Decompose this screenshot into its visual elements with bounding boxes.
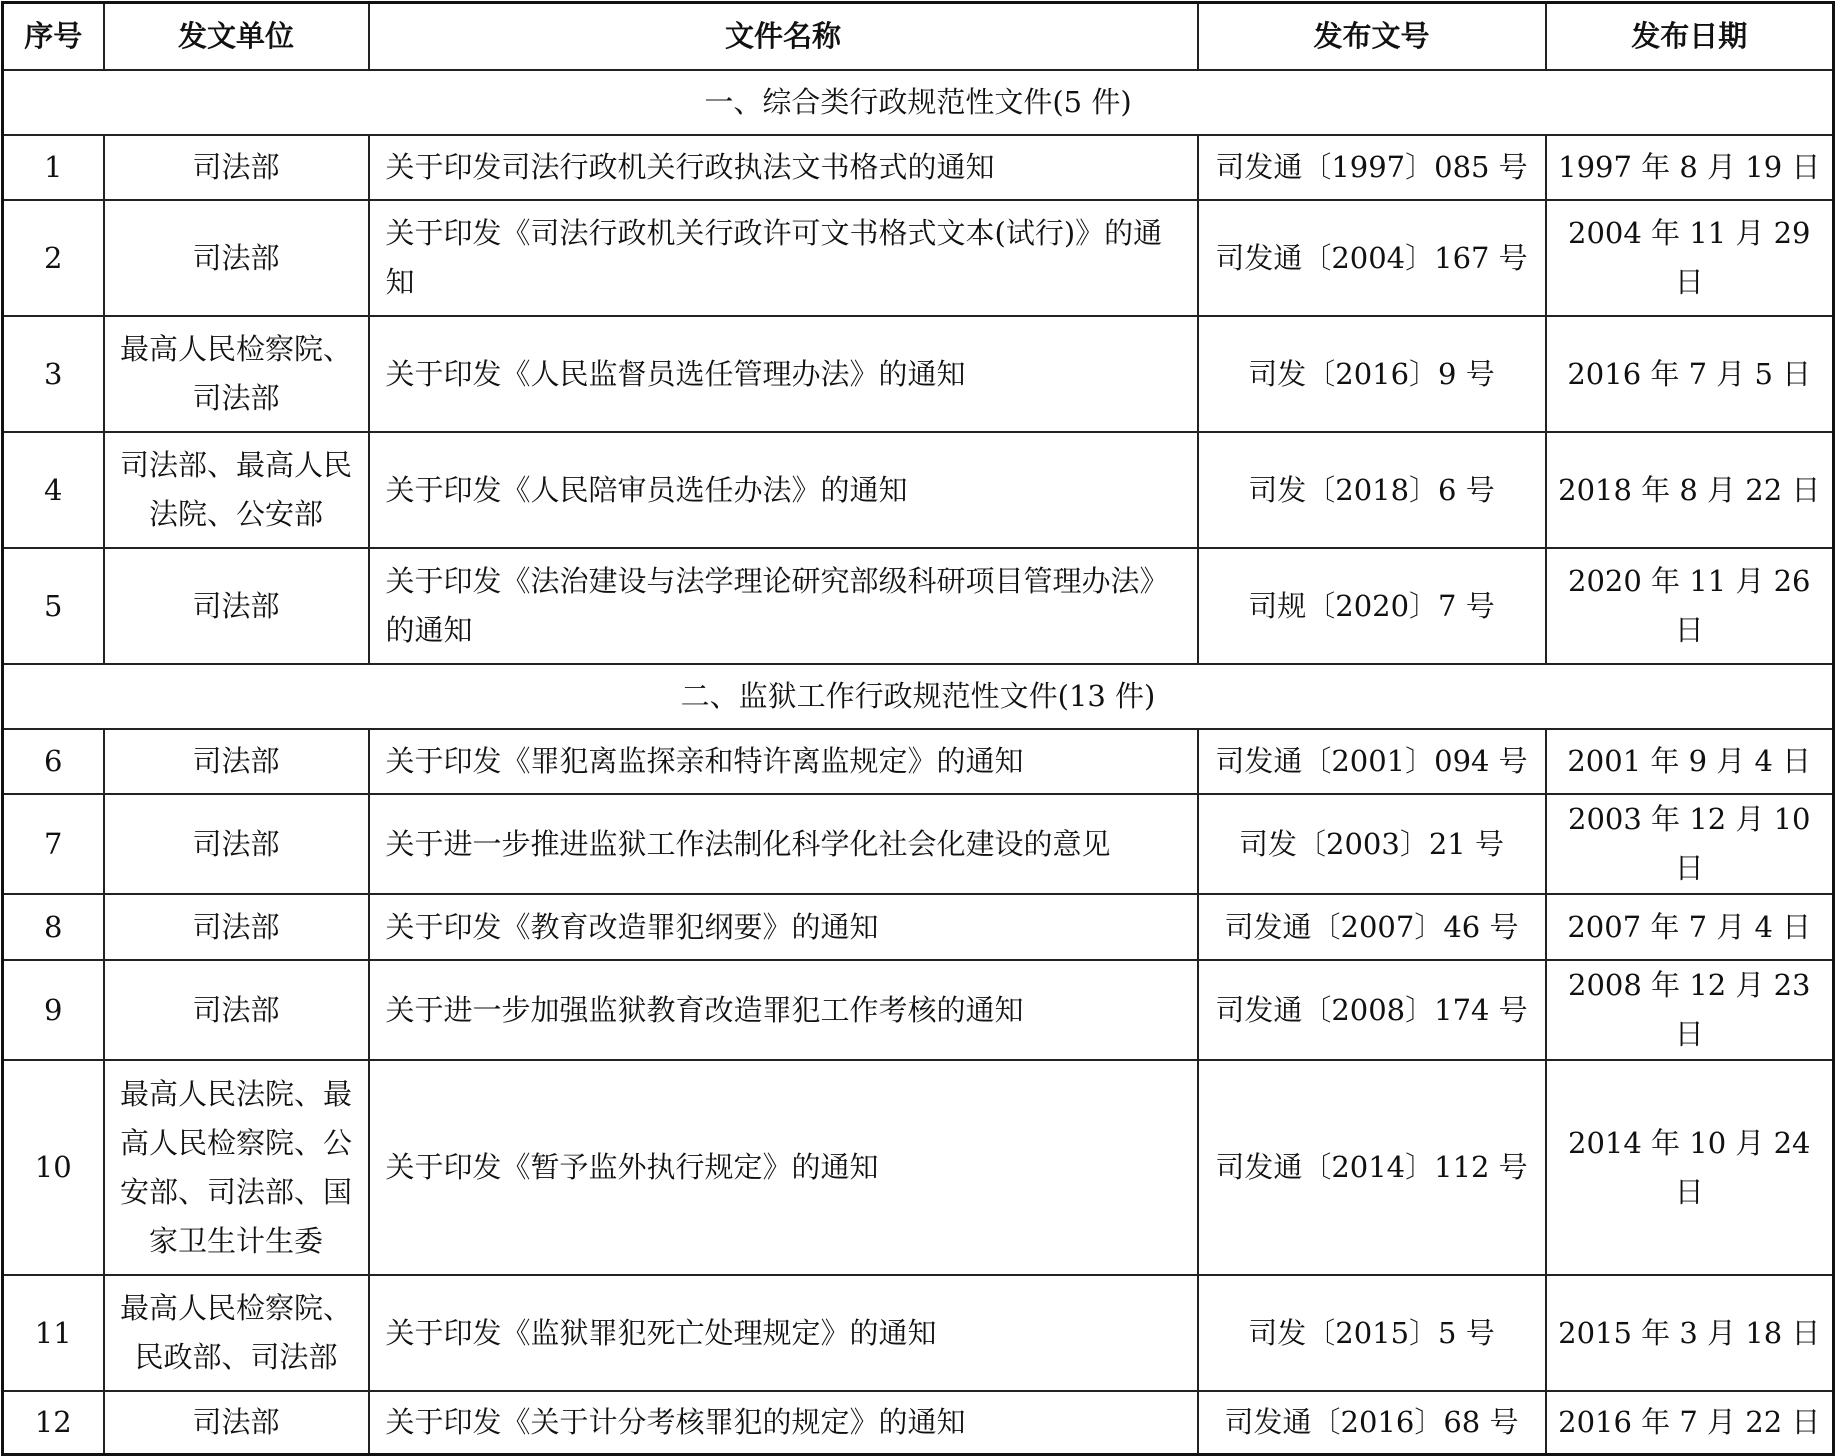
row-date: 2015 年 3 月 18 日: [1546, 1275, 1834, 1391]
section-title: 一、综合类行政规范性文件(5 件): [3, 70, 1834, 135]
document-page: [1, 1, 1835, 1456]
row-index: 12: [3, 1391, 104, 1454]
row-date: 2016 年 7 月 5 日: [1546, 316, 1834, 432]
row-doc-number: 司发〔2018〕6 号: [1198, 432, 1546, 548]
row-index: 7: [3, 794, 104, 894]
row-doc-name: 关于印发《监狱罪犯死亡处理规定》的通知: [369, 1275, 1198, 1391]
table-row: [3, 548, 1834, 664]
row-date: 2008 年 12 月 23 日: [1546, 960, 1834, 1060]
table-row: [3, 894, 1834, 960]
header-doc-number: 发布文号: [1198, 3, 1546, 71]
row-index: 8: [3, 894, 104, 960]
row-issuer: 司法部: [104, 729, 369, 794]
table-row: [3, 1060, 1834, 1275]
table-row: [3, 135, 1834, 200]
row-date: 2016 年 7 月 22 日: [1546, 1391, 1834, 1454]
row-date: 2004 年 11 月 29 日: [1546, 200, 1834, 316]
row-doc-number: 司发〔2003〕21 号: [1198, 794, 1546, 894]
row-doc-name: 关于印发《人民陪审员选任办法》的通知: [369, 432, 1198, 548]
row-date: 1997 年 8 月 19 日: [1546, 135, 1834, 200]
row-issuer: 司法部: [104, 794, 369, 894]
row-doc-number: 司发通〔2014〕112 号: [1198, 1060, 1546, 1275]
row-doc-name: 关于印发《暂予监外执行规定》的通知: [369, 1060, 1198, 1275]
row-doc-number: 司发通〔2016〕68 号: [1198, 1391, 1546, 1454]
row-doc-number: 司规〔2020〕7 号: [1198, 548, 1546, 664]
section-title: 二、监狱工作行政规范性文件(13 件): [3, 664, 1834, 729]
table-row: [3, 794, 1834, 894]
row-doc-name: 关于印发《司法行政机关行政许可文书格式文本(试行)》的通知: [369, 200, 1198, 316]
row-index: 6: [3, 729, 104, 794]
row-date: 2007 年 7 月 4 日: [1546, 894, 1834, 960]
row-doc-number: 司发通〔2004〕167 号: [1198, 200, 1546, 316]
row-doc-name: 关于印发《罪犯离监探亲和特许离监规定》的通知: [369, 729, 1198, 794]
row-issuer: 司法部: [104, 200, 369, 316]
row-date: 2020 年 11 月 26 日: [1546, 548, 1834, 664]
row-index: 11: [3, 1275, 104, 1391]
table-row: [3, 1275, 1834, 1391]
row-issuer: 司法部: [104, 135, 369, 200]
row-issuer: 司法部: [104, 894, 369, 960]
table-row: [3, 1391, 1834, 1454]
row-doc-name: 关于印发《法治建设与法学理论研究部级科研项目管理办法》的通知: [369, 548, 1198, 664]
row-date: 2014 年 10 月 24 日: [1546, 1060, 1834, 1275]
row-doc-number: 司发〔2015〕5 号: [1198, 1275, 1546, 1391]
row-doc-number: 司发通〔1997〕085 号: [1198, 135, 1546, 200]
table-row: [3, 200, 1834, 316]
row-index: 9: [3, 960, 104, 1060]
row-doc-number: 司发通〔2008〕174 号: [1198, 960, 1546, 1060]
row-index: 3: [3, 316, 104, 432]
row-doc-name: 关于进一步加强监狱教育改造罪犯工作考核的通知: [369, 960, 1198, 1060]
row-index: 10: [3, 1060, 104, 1275]
regulations-table: [1, 1, 1835, 1456]
row-date: 2018 年 8 月 22 日: [1546, 432, 1834, 548]
header-issuer: 发文单位: [104, 3, 369, 71]
row-doc-number: 司发〔2016〕9 号: [1198, 316, 1546, 432]
row-doc-number: 司发通〔2001〕094 号: [1198, 729, 1546, 794]
row-issuer: 司法部: [104, 1391, 369, 1454]
table-row: [3, 316, 1834, 432]
header-date: 发布日期: [1546, 3, 1834, 71]
row-doc-name: 关于进一步推进监狱工作法制化科学化社会化建设的意见: [369, 794, 1198, 894]
row-doc-number: 司发通〔2007〕46 号: [1198, 894, 1546, 960]
row-doc-name: 关于印发《人民监督员选任管理办法》的通知: [369, 316, 1198, 432]
header-index: 序号: [3, 3, 104, 71]
row-index: 1: [3, 135, 104, 200]
row-issuer: 最高人民法院、最高人民检察院、公安部、司法部、国家卫生计生委: [104, 1060, 369, 1275]
row-doc-name: 关于印发司法行政机关行政执法文书格式的通知: [369, 135, 1198, 200]
row-index: 2: [3, 200, 104, 316]
row-date: 2001 年 9 月 4 日: [1546, 729, 1834, 794]
row-issuer: 司法部: [104, 548, 369, 664]
section-row: [3, 664, 1834, 729]
row-index: 4: [3, 432, 104, 548]
row-issuer: 最高人民检察院、司法部: [104, 316, 369, 432]
row-doc-name: 关于印发《教育改造罪犯纲要》的通知: [369, 894, 1198, 960]
row-doc-name: 关于印发《关于计分考核罪犯的规定》的通知: [369, 1391, 1198, 1454]
row-issuer: 最高人民检察院、民政部、司法部: [104, 1275, 369, 1391]
table-row: [3, 432, 1834, 548]
row-issuer: 司法部: [104, 960, 369, 1060]
row-issuer: 司法部、最高人民法院、公安部: [104, 432, 369, 548]
section-row: [3, 70, 1834, 135]
table-row: [3, 729, 1834, 794]
header-doc-name: 文件名称: [369, 3, 1198, 71]
header-row: [3, 3, 1834, 71]
row-date: 2003 年 12 月 10 日: [1546, 794, 1834, 894]
table-row: [3, 960, 1834, 1060]
row-index: 5: [3, 548, 104, 664]
